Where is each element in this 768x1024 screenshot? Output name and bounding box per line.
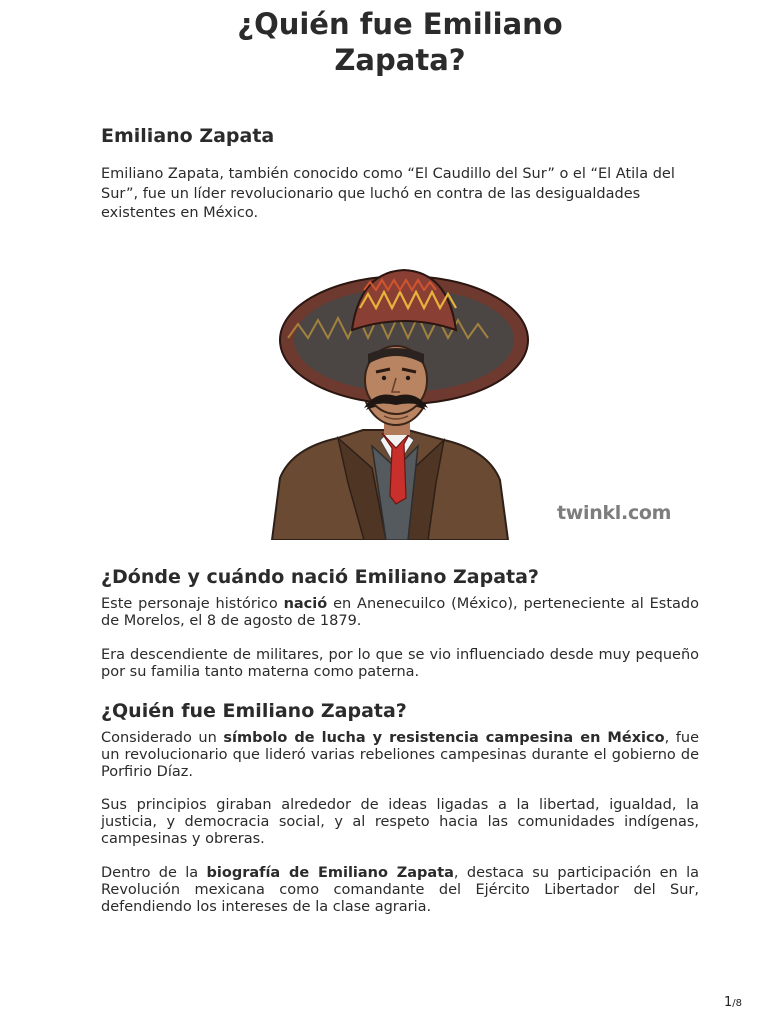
family-paragraph: Era descendiente de militares, por lo que se vio influenciado desde muy pequeño por su familia tanto materna como paterna. (101, 647, 699, 680)
page-number: 1/8 (723, 995, 742, 1010)
document-title-line1: ¿Quién fue Emiliano (237, 7, 563, 41)
zapata-illustration (268, 268, 668, 540)
section-heading-emiliano-zapata: Emiliano Zapata (101, 125, 275, 147)
biography-paragraph: Dentro de la biografía de Emiliano Zapata, destaca su participación en la Revolución mexicana como comandante del Ejército Libertador del Sur, defendiendo los intereses de la clase agraria. (101, 865, 699, 915)
section-heading-donde-cuando: ¿Dónde y cuándo nació Emiliano Zapata? (101, 566, 539, 588)
document-title-line2: Zapata? (334, 43, 466, 77)
zapata-portrait-image (268, 268, 668, 540)
symbol-paragraph: Considerado un símbolo de lucha y resistencia campesina en México, fue un revolucionario que lideró varias rebeliones campesinas durante el gobierno de Porfirio Díaz. (101, 730, 699, 780)
twinkl-watermark: twinkl.com (557, 502, 672, 524)
principles-paragraph: Sus principios giraban alrededor de ideas ligadas a la libertad, igualdad, la justicia, y democracia social, y al respeto hacia las comunidades indígenas, campesinas y obreras. (101, 797, 699, 847)
birth-paragraph: Este personaje histórico nació en Anenecuilco (México), perteneciente al Estado de Morelos, el 8 de agosto de 1879. (101, 596, 699, 629)
intro-paragraph: Emiliano Zapata, también conocido como “El Caudillo del Sur” o el “El Atila del Sur”, fue un líder revolucionario que luchó en contra de las desigualdades existentes en México. (101, 166, 675, 221)
section-heading-quien-fue: ¿Quién fue Emiliano Zapata? (101, 700, 407, 722)
document-title (0, 6, 768, 78)
